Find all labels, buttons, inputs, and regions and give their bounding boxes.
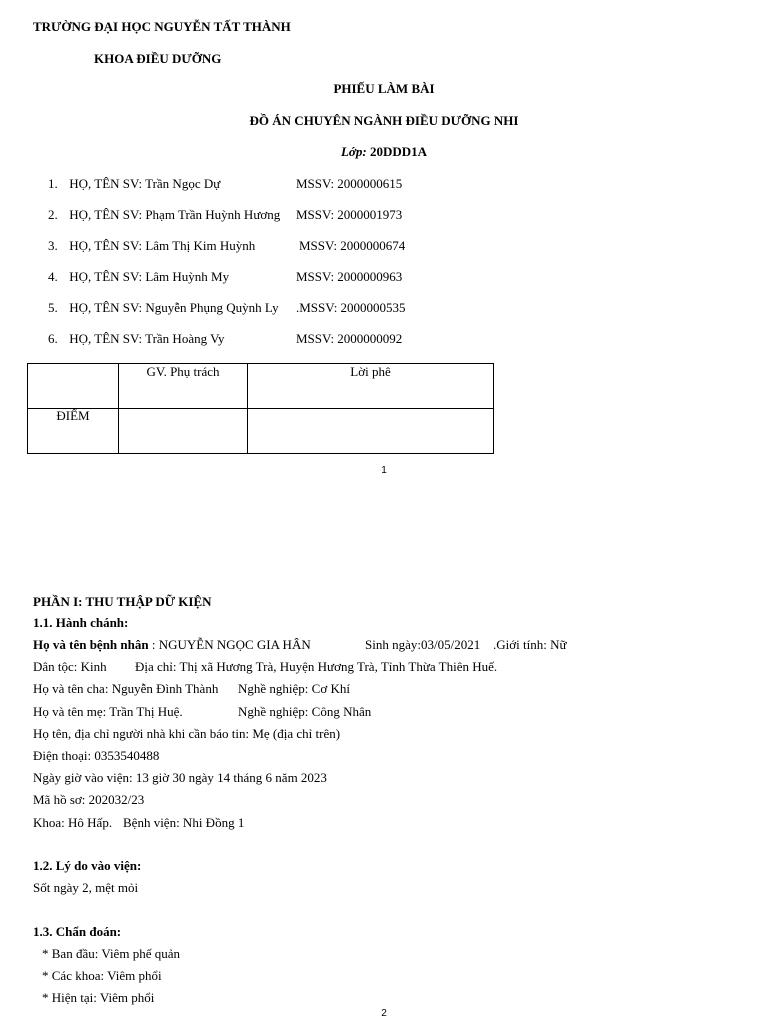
student-name: HỌ, TÊN SV: Phạm Trần Huỳnh Hương: [69, 207, 281, 222]
address: Địa chỉ: Thị xã Hương Trà, Huyện Hương Trà, Tỉnh Thừa Thiên Huế.: [135, 659, 498, 674]
birth-date: Sinh ngày:03/05/2021: [365, 637, 481, 652]
student-name: HỌ, TÊN SV: Lâm Thị Kim Huỳnh: [69, 238, 256, 253]
gender: .Giới tính: Nữ: [493, 637, 567, 652]
student-number: 4.: [48, 269, 58, 284]
student-id: MSSV: 2000000674: [299, 238, 406, 253]
page-number-1: 1: [381, 465, 387, 476]
mother-name: Họ và tên mẹ: Trần Thị Huệ.: [33, 704, 183, 719]
comment-header: Lời phê: [248, 364, 494, 409]
student-id: .MSSV: 2000000535: [296, 300, 406, 315]
score-label: ĐIỂM: [56, 408, 90, 423]
project-title: ĐỒ ÁN CHUYÊN NGÀNH ĐIỀU DƯỠNG NHI: [249, 113, 519, 128]
student-row: [48, 207, 403, 223]
student-id: MSSV: 2000000092: [296, 331, 403, 346]
father-name: Họ và tên cha: Nguyễn Đình Thành: [33, 681, 219, 696]
class-value: 20DDD1A: [369, 144, 428, 159]
ethnicity: Dân tộc: Kinh: [33, 659, 107, 674]
hospital: Bệnh viện: Nhi Đồng 1: [123, 815, 245, 830]
admin-heading: 1.1. Hành chánh:: [33, 615, 129, 630]
student-name: HỌ, TÊN SV: Trần Hoàng Vy: [69, 331, 225, 346]
department: Khoa: Hô Hấp.: [33, 815, 113, 830]
student-number: 2.: [48, 207, 58, 222]
comment-cell[interactable]: [248, 409, 494, 454]
teacher-signature-cell[interactable]: [119, 409, 248, 454]
grade-table: [27, 363, 494, 454]
patient-name-line: [33, 637, 311, 653]
student-name: HỌ, TÊN SV: Nguyễn Phụng Quỳnh Ly: [69, 300, 279, 315]
reason-heading: 1.2. Lý do vào viện:: [33, 858, 142, 873]
student-id: MSSV: 2000001973: [296, 207, 403, 222]
student-row: [48, 176, 403, 192]
mother-job: Nghề nghiệp: Công Nhân: [238, 704, 372, 719]
student-name: HỌ, TÊN SV: Lâm Huỳnh My: [69, 269, 230, 284]
contact-person: Họ tên, địa chỉ người nhà khi cần báo tin: Mẹ (địa chỉ trên): [33, 726, 341, 741]
diagnosis-departments: * Các khoa: Viêm phổi: [42, 968, 162, 983]
student-number: 5.: [48, 300, 58, 315]
teacher-header: GV. Phụ trách: [119, 364, 248, 409]
class-line: [0, 144, 768, 160]
grade-table-blank-cell: [28, 364, 119, 409]
record-id: Mã hồ sơ: 202032/23: [33, 792, 145, 807]
father-job: Nghề nghiệp: Cơ Khí: [238, 681, 350, 696]
score-cell: [28, 409, 119, 454]
faculty-name: KHOA ĐIỀU DƯỠNG: [94, 51, 222, 66]
student-number: 6.: [48, 331, 58, 346]
diagnosis-initial: * Ban đầu: Viêm phế quản: [42, 946, 180, 961]
page-number-2: 2: [381, 1008, 387, 1019]
student-number: 1.: [48, 176, 58, 191]
phone: Điện thoại: 0353540488: [33, 748, 160, 763]
patient-name-label: Họ và tên bệnh nhân: [33, 637, 149, 652]
section-title: PHẦN I: THU THẬP DỮ KIỆN: [33, 594, 212, 609]
reason-text: Sốt ngày 2, mệt mỏi: [33, 880, 139, 895]
student-number: 3.: [48, 238, 58, 253]
student-row: [48, 269, 403, 285]
form-title: PHIẾU LÀM BÀI: [333, 81, 435, 96]
admission-time: Ngày giờ vào viện: 13 giờ 30 ngày 14 tháng 6 năm 2023: [33, 770, 327, 785]
student-id: MSSV: 2000000963: [296, 269, 403, 284]
student-row: [48, 331, 403, 347]
student-row: [48, 238, 406, 254]
university-name: TRƯỜNG ĐẠI HỌC NGUYỄN TẤT THÀNH: [33, 19, 291, 34]
student-id: MSSV: 2000000615: [296, 176, 403, 191]
student-row: [48, 300, 406, 316]
diagnosis-heading: 1.3. Chẩn đoán:: [33, 924, 122, 939]
diagnosis-current: * Hiện tại: Viêm phổi: [42, 990, 155, 1005]
student-name: HỌ, TÊN SV: Trần Ngọc Dự: [69, 176, 221, 191]
class-label: Lớp:: [340, 144, 370, 159]
patient-name-value: : NGUYỄN NGỌC GIA HÂN: [148, 637, 311, 652]
